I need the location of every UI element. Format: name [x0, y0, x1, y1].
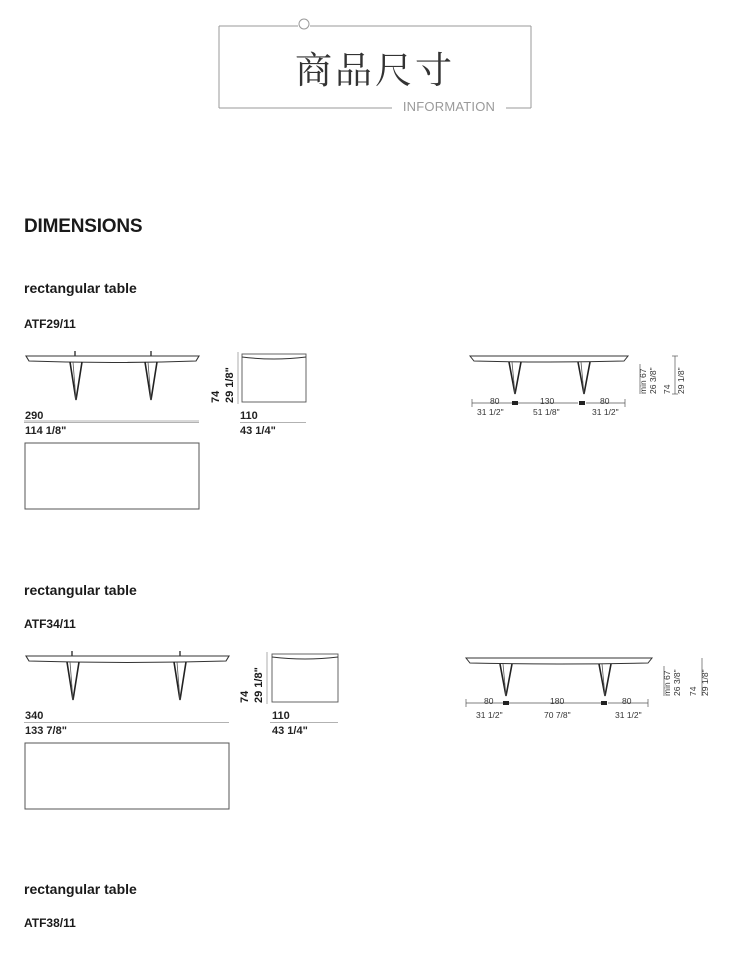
table-1-length-cm: 290 — [25, 410, 44, 422]
table-1-length-line — [0, 422, 200, 424]
side2-mid-cm: 180 — [550, 696, 565, 706]
side1-mid-in: 51 1/8" — [533, 407, 560, 417]
side2-left-cm: 80 — [484, 696, 494, 706]
table-2-top-view — [24, 742, 234, 812]
side1-h-cm: 74 — [662, 384, 672, 394]
table-2-front-view — [0, 640, 240, 710]
section-2-title: rectangular table — [24, 582, 137, 598]
table-1-depth-in: 43 1/4" — [240, 425, 276, 437]
table-1-height-in: 29 1/8" — [224, 367, 236, 403]
table-1-side-labels — [460, 350, 700, 430]
table-1-height-cm: 74 — [210, 390, 222, 403]
table-2-depth-line — [268, 722, 342, 724]
side2-right-in: 31 1/2" — [615, 710, 642, 720]
table-2-depth-cm: 110 — [272, 710, 290, 722]
header-circle-icon — [299, 19, 309, 29]
side1-h-in: 29 1/8" — [676, 367, 686, 394]
table-1-front-view — [0, 340, 220, 410]
side1-right-cm: 80 — [600, 396, 610, 406]
section-1-title: rectangular table — [24, 280, 137, 296]
side2-left-in: 31 1/2" — [476, 710, 503, 720]
table-2-length-line — [0, 722, 232, 724]
page-subtitle: INFORMATION — [392, 99, 506, 114]
table-2-depth-in: 43 1/4" — [272, 725, 308, 737]
table-2-height-in: 29 1/8" — [253, 667, 265, 703]
side1-min-cm: min 67 — [638, 368, 648, 394]
table-1-end-view — [238, 350, 318, 410]
side2-min-in: 26 3/8" — [672, 669, 682, 696]
table-2-height-cm: 74 — [239, 690, 251, 703]
table-1-length-in: 114 1/8" — [25, 425, 67, 437]
table-2-side-labels — [456, 650, 710, 730]
side1-left-in: 31 1/2" — [477, 407, 504, 417]
side2-min-cm: min 67 — [662, 670, 672, 696]
side2-mid-in: 70 7/8" — [544, 710, 571, 720]
page-title: 商品尺寸 — [295, 49, 455, 92]
section-3-title: rectangular table — [24, 881, 137, 897]
side1-right-in: 31 1/2" — [592, 407, 619, 417]
table-1-depth-line — [238, 422, 310, 424]
table-2-end-view — [268, 650, 348, 710]
side1-min-in: 26 3/8" — [648, 367, 658, 394]
side2-h-cm: 74 — [688, 686, 698, 696]
table-1-depth-cm: 110 — [240, 410, 258, 422]
section-3-code: ATF38/11 — [24, 916, 76, 930]
section-2-code: ATF34/11 — [24, 617, 76, 631]
section-1-code: ATF29/11 — [24, 317, 76, 331]
table-2-length-cm: 340 — [25, 710, 44, 722]
side1-mid-cm: 130 — [540, 396, 555, 406]
table-2-length-in: 133 7/8" — [25, 725, 67, 737]
dimensions-heading: DIMENSIONS — [24, 216, 143, 237]
side1-left-cm: 80 — [490, 396, 500, 406]
side2-right-cm: 80 — [622, 696, 632, 706]
side2-h-in: 29 1/8" — [700, 669, 710, 696]
table-1-top-view — [24, 442, 204, 512]
